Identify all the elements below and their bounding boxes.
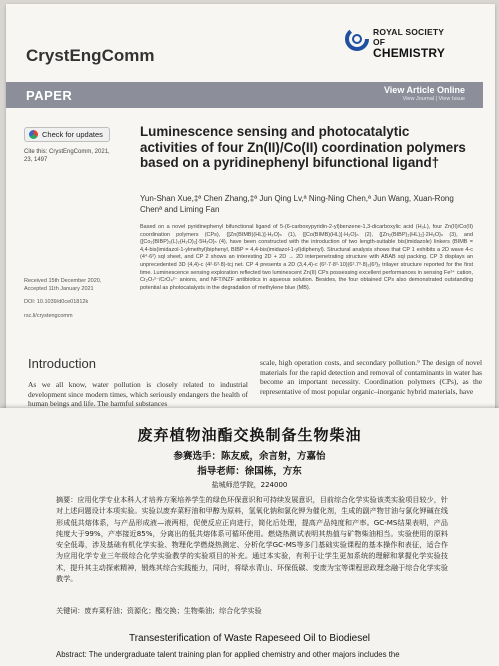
- cn-authors: 参赛选手：陈友威，余言射，方嘉怡: [173, 451, 326, 462]
- cn-abstract: 摘要：应用化学专业本科人才培养方案培养学生的绿色环保意识和可持续发展意识，目前综合化学实验该类实验项目较少，针对上述问题设计本项实验。实验以废弃菜籽油和甲醇为原料，氢氧化钠和氯化钾为催化剂，生成的副产物甘油与氯化钾碱在线形成低共熔体系，与产品形成液—液两相，促使反应正向进行，简化后处理，提高产品纯度和产率。GC-MS结果表明，产品纯度大于99%，产率接近85%，分离出的低共熔体系可循环使用。燃烧热测试表明其热值与矿物柴油相当。实验使用的原料安全低毒，涉及基础有机化学实验、物理化学燃烧热测定、分析化学GC-MS等多门基础实验课程的基本操作和表征，适合作为应用化学专业三年级综合化学实验教学的实验项目的补充。通过本实验，有利于让学生更加系统的理解和掌握化学实验技术，提升其主动探索精神，锻炼其综合实践能力，同时，将绿水青山、环保低碳、变废为宝等课程思政理念融于综合化学实验教学。: [56, 495, 448, 584]
- article-abstract: Based on a novel pyridinephenyl bifunctional ligand of 5-(6-carboxypyridin-2-yl)benzene-1,3-dicarboxylic acid (H₃L), four Zn(II)/Co(II) coordination polymers (CPs), {[Zn(BIMB)(HL)]·H₂O}ₙ (1), {[Co(BIMB)(HL)]·H₂O}ₙ (2), {[Zn₂(BIBP)₂(HL)₂]·2H₂O}ₙ (3), and {[Co₂(BIBP)₂(L)₂(H₂O)₂]·5H₂O}ₙ (4), have been constructed with the introduction of two length-suitable bis(imidazole) linkers (BIMB = 4,4-bis(imidazol-1-ylmethyl)biphenyl, BIBP = 4,4-bis(imidazol-1-yl)diphenyl). Structural analysis shows that CP 1 exhibits a 2D wave 4-c (4⁴·6²) sql sheet, and CP 2 shows an interesting 2D + 2D → 2D interpenetrating structure with ABAB sql packing. CP 3 displays an unprecedented 3D (4,4)-c (4²·6³·8)-tcj net. CP 4 presents a 2D (3,4,4)-c (6²·7·8²·10)(6².7³·8)₂(6³)₂ trilayer structure reported for the first time. Luminescence sensing exploration reflected two luminescent Zn(II) CPs possessing excellent performances in sensing Fe³⁺ cation, Cr₂O₇²⁻/CrO₄²⁻ anions, and NFT/NZF antibiotics in aqueous solution. Besides, the four obtained CPs also demonstrated outstanding potential as photocatalysts in the degradation of methylene blue (MB).: [140, 224, 473, 291]
- en-article-title: Transesterification of Waste Rapeseed Oil to Biodiesel: [128, 633, 371, 644]
- check-for-updates-label: Check for updates: [42, 130, 103, 139]
- introduction-right-column: scale, high operation costs, and secondary pollution.⁹ The design of novel materials for the rapid detection and removal of contaminants in water has become an important necessity. Coordination polymers (CPs), as the representative of most popular organic–inorganic hybrid materials, have: [260, 358, 482, 396]
- check-for-updates-button[interactable]: [24, 127, 110, 142]
- journal-site-link[interactable]: rsc.li/crystengcomm: [24, 312, 73, 319]
- citation: Cite this: CrystEngComm, 2021, 23, 1497: [24, 149, 110, 163]
- publisher-logo-text: [373, 28, 483, 60]
- publisher-line2: OF: [373, 36, 386, 47]
- journal-name: CrystEngComm: [26, 46, 155, 65]
- crossmark-icon: [29, 130, 38, 139]
- cn-keywords: 关键词：废弃菜籽油；资源化；酯交换；生物柴油；综合化学实验: [56, 606, 262, 615]
- view-journal-issue-links[interactable]: View Journal | View Issue: [402, 96, 465, 102]
- en-abstract: Abstract: The undergraduate talent training plan for applied chemistry and other majors includes the: [56, 650, 400, 659]
- publisher-line1: ROYAL SOCIETY: [373, 27, 445, 37]
- rsc-logo-icon: [345, 27, 369, 51]
- publisher-line3: CHEMISTRY: [373, 46, 446, 60]
- cn-article-title: 废弃植物油酯交换制备生物柴油: [137, 426, 362, 444]
- doi-link[interactable]: DOI: 10.1039/d0ce01812k: [24, 299, 89, 305]
- introduction-heading: Introduction: [28, 356, 96, 371]
- article-meta: [24, 278, 124, 320]
- article-type-label: PAPER: [26, 88, 73, 103]
- article-authors: Yun-Shan Xue,‡ª Chen Zhang,‡ª Jun Qing Lv,ª Ning-Ning Chen,ª Jun Wang, Xuan-Rong Chenª and Liming Fan: [140, 194, 454, 214]
- article-title: Luminescence sensing and photocatalytic activities of four Zn(II)/Co(II) coordination polymers based on a pyridinephenyl bifunctional ligand†: [140, 124, 466, 170]
- view-article-online-link[interactable]: View Article Online: [383, 85, 465, 95]
- received-date: Received 15th December 2020,: [24, 278, 102, 284]
- accepted-date: Accepted 11th January 2021: [24, 285, 94, 292]
- article-type-bar: [6, 82, 483, 108]
- cn-advisor: 指导老师：徐国栋，方东: [197, 466, 302, 477]
- cn-affiliation: 盐城师范学院，224000: [211, 481, 288, 489]
- introduction-left-column: As we all know, water pollution is closely related to industrial development since modern times, which seriously endangers the health of human beings and life. The harmful substances: [28, 380, 248, 409]
